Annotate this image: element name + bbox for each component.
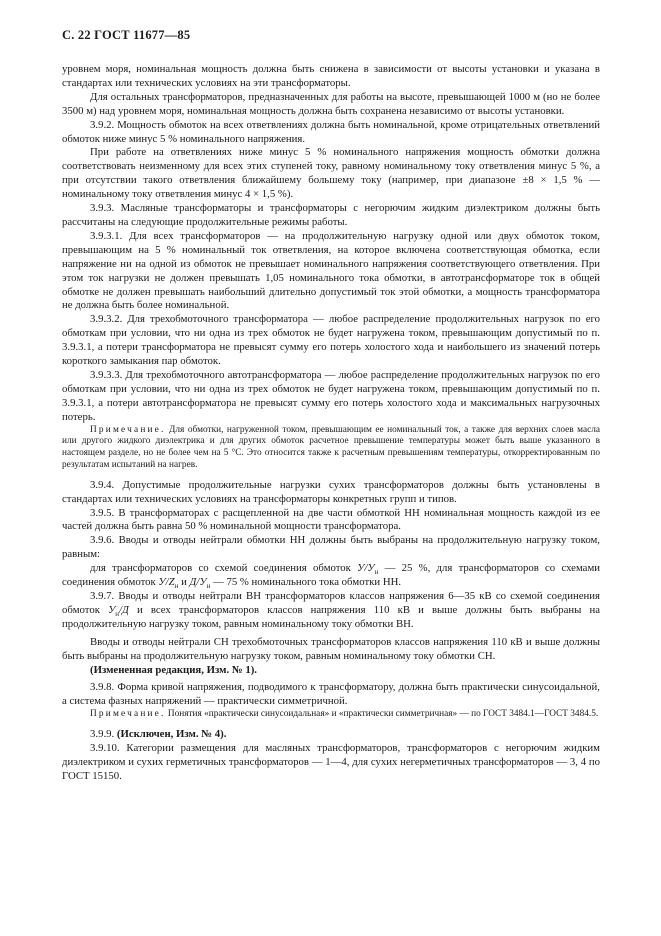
paragraph-3-9-3-1: 3.9.3.1. Для всех трансформаторов — на продолжительную нагрузку одной или двух обмоток током, превышающим на 5 % номинальный ток ответвления, на которое включена соответствующая обмотка, если напряжение ни на одной из обмоток не превышает номинального напряжения соответствующего ответвления. При этом ток нагрузки не должен превышать 1,05 номинального тока обмотки, в автотрансформаторе ток в общей обмотке не должен превышать наибольший длительно допустимый ток этой обмотки, а мощность трансформатора не должна быть более номинальной. xyxy=(62,229,600,312)
amendment-note-1: (Измененная редакция, Изм. № 1). xyxy=(90,663,257,676)
formula-run: Д/У xyxy=(189,576,207,589)
text-run: для трансформаторов со схемой соединения обмоток xyxy=(90,562,358,575)
text-run: 3.9.9. xyxy=(90,728,117,741)
paragraph-3-9-2: 3.9.2. Мощность обмоток на всех ответвлениях должна быть номинальной, кроме отрицательных ответвлений обмоток ниже минус 5 % номинального напряжения. xyxy=(62,118,600,145)
formula-run: У/Z xyxy=(158,576,175,589)
text-run: — 75 % номинального тока обмотки НН. xyxy=(210,576,402,589)
paragraph-high-altitude: Для остальных трансформаторов, предназначенных для работы на высоте, превышающей 1000 м (но не более 3500 м) над уровнем моря, номинальная мощность должна быть сохранена независимо от высоты установки. xyxy=(62,90,600,117)
paragraph-neutral-current xyxy=(62,562,600,590)
paragraph-3-9-7 xyxy=(62,590,600,632)
note-text: Понятия «практически синусоидальная» и «практически симметричная» — по ГОСТ 3484.1—ГОСТ 3484.5. xyxy=(167,709,599,720)
subscript-run: н xyxy=(374,568,379,577)
formula-run: У/У xyxy=(357,562,375,575)
text-run: 3.9.7. Вводы и отводы нейтрали ВН трансформаторов классов напряжения 6—35 кВ со схемой соединения обмоток xyxy=(62,590,600,616)
document-page xyxy=(62,28,600,784)
subscript-run: н xyxy=(174,582,179,591)
note-label: Примечание. xyxy=(90,709,166,720)
paragraph-3-9-3: 3.9.3. Масляные трансформаторы и трансформаторы с негорючим жидким диэлектриком должны быть рассчитаны на следующие продолжительные режимы работы. xyxy=(62,202,600,228)
page-header: С. 22 ГОСТ 11677—85 xyxy=(62,28,191,42)
paragraph-3-9-8: 3.9.8. Форма кривой напряжения, подводимого к трансформатору, должна быть практически синусоидальной, а система фазных напряжений — практически симметричной. xyxy=(62,681,600,708)
formula-run: У xyxy=(108,603,116,616)
text-run: и всех трансформаторов классов напряжения 110 кВ и выше должны быть выбраны на продолжительную нагрузку током, равным номинальному току обмотки ВН. xyxy=(62,603,600,630)
paragraph-neutral-sn: Вводы и отводы нейтрали СН трехобмоточных трансформаторов классов напряжения 110 кВ и выше должны быть выбраны на продолжительную нагрузку током, равным номинальному току обмотки СН. xyxy=(62,635,600,662)
paragraph-3-9-4: 3.9.4. Допустимые продолжительные нагрузки сухих трансформаторов должны быть установлены в стандартах или технических условиях на трансформаторы конкретных групп и типов. xyxy=(62,478,600,505)
note-temperature xyxy=(62,425,600,472)
paragraph-3-9-6: 3.9.6. Вводы и отводы нейтрали обмотки НН должны быть выбраны на продолжительную нагрузку током, равным: xyxy=(62,534,600,561)
paragraph-3-9-3-2: 3.9.3.2. Для трехобмоточного трансформатора — любое распределение продолжительных нагрузок по его обмоткам при условии, что ни одна из трех обмоток не будет нагружена током, превышающим допустимый по п. 3.9.3.1, а потери трансформатора не превысят сумму его потерь холостого хода и наибольшего из значений потерь короткого замыкания пар обмоток. xyxy=(62,313,600,368)
text-run: — 25 %, для трансформаторов со схемами соединения обмоток xyxy=(62,562,601,589)
subscript-run: н xyxy=(115,610,120,619)
note-label: Примечание. xyxy=(90,424,166,435)
amendment-note-4: (Исключен, Изм. № 4). xyxy=(116,728,227,741)
text-run: и xyxy=(178,576,190,589)
paragraph-3-9-3-3: 3.9.3.3. Для трехобмоточного автотрансформатора — любое распределение продолжительных нагрузок по его обмоткам при условии, что ни одна из трех обмоток не будет нагружена током, превышающим допустимый по п. 3.9.3.1, а потери автотрансформатора не превысят сумму его потерь холостого хода и максимальных нагрузочных потерь. xyxy=(62,368,600,423)
subscript-run: н xyxy=(206,582,211,591)
note-text: Для обмотки, нагруженной током, превышающим ее номинальный ток, а также для верхних слоев масла или другого жидкого диэлектрика и для других обмоток расчетное превышение температуры может быть выше указанного в настоящем разделе, но не более чем на 5 °С. Это относится также к расчетным превышениям температуры, откорректированным по результатам испытаний на нагрев. xyxy=(62,424,600,470)
note-sinusoidal xyxy=(62,709,600,721)
paragraph-3-9-9 xyxy=(62,728,600,742)
formula-run: /Д xyxy=(119,603,129,616)
paragraph-continuation: уровнем моря, номинальная мощность должна быть снижена в зависимости от высоты установки и указана в стандартах или технических условиях на эти трансформаторы. xyxy=(62,63,600,89)
paragraph-3-9-5: 3.9.5. В трансформаторах с расщепленной на две части обмоткой НН номинальная мощность каждой из ее частей должна быть равна 50 % номинальной мощности трансформатора. xyxy=(62,506,600,533)
paragraph-3-9-10: 3.9.10. Категории размещения для масляных трансформаторов, трансформаторов с негорючим жидким диэлектриком и сухих герметичных трансформаторов — 1—4, для сухих негерметичных трансформаторов — 3, 4 по ГОСТ 15150. xyxy=(62,741,600,782)
paragraph-taps-below-minus-5: При работе на ответвлениях ниже минус 5 % номинального напряжения мощность обмотки должна соответствовать неизменному для всех этих ступеней току, равному номинальному току ответвления минус 5 %, а при отсутствии такого ответвления ближайшему большему току (например, при диапазоне ±8 × 1,5 % — номинальному току ответвления минус 4 × 1,5 %). xyxy=(62,146,600,201)
